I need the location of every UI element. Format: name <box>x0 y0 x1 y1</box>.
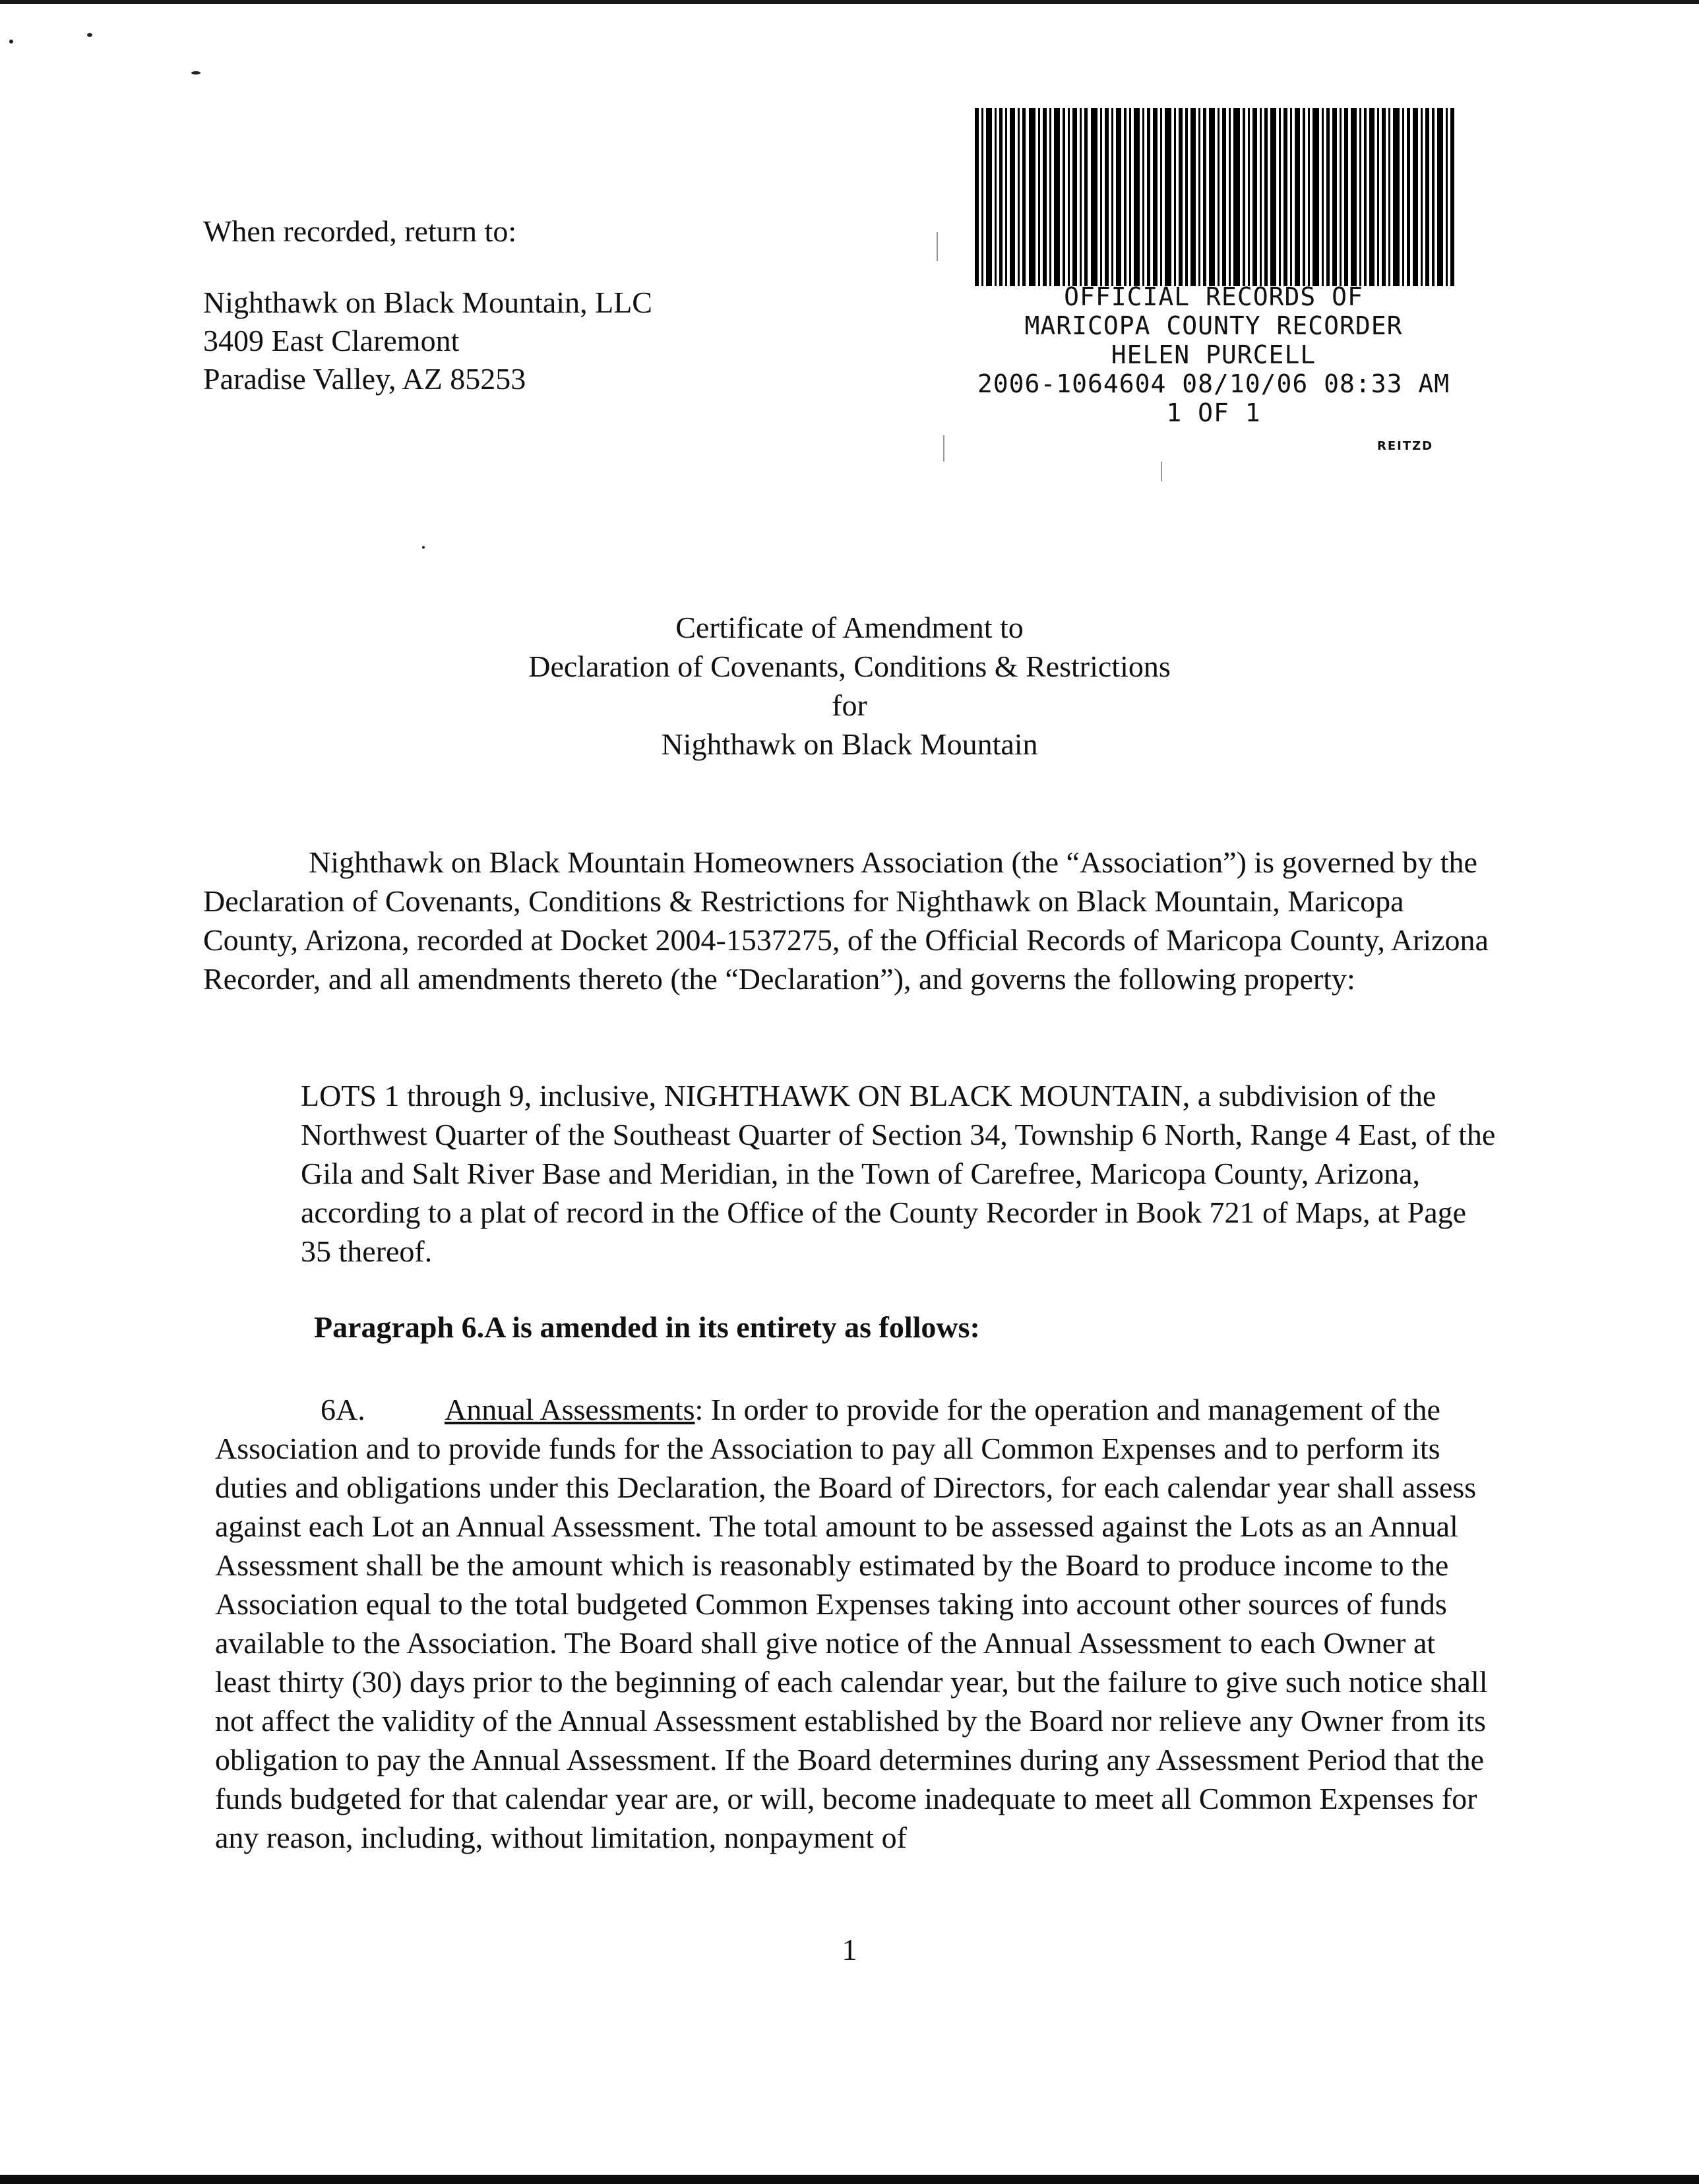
section-number: 6A. <box>321 1393 365 1426</box>
scan-speck <box>9 40 13 44</box>
title-line-4: Nighthawk on Black Mountain <box>661 727 1038 761</box>
section-heading: Annual Assessments <box>445 1393 695 1426</box>
scan-bottom-edge <box>0 2175 1699 2184</box>
scan-speck <box>422 546 425 549</box>
return-street: 3409 East Claremont <box>203 324 460 357</box>
legal-description: LOTS 1 through 9, inclusive, NIGHTHAWK ON BLACK MOUNTAIN, a subdivision of the Northwest Quarter of the Southeast Quarter of Section 34, Township 6 North, Range 4 East, of the Gila and Salt River Base and Meridian, in the Town of Carefree, Maricopa County, Arizona, according to a plat of record in the Office of the County Recorder in Book 721 of Maps, at Page 35 thereof. <box>301 1079 1496 1268</box>
scan-mark <box>1161 462 1162 481</box>
return-heading: When recorded, return to: <box>203 214 517 248</box>
title-line-1: Certificate of Amendment to <box>675 611 1024 644</box>
stamp-line-pages: 1 OF 1 <box>1166 398 1261 427</box>
section-text: : In order to provide for the operation and management of the Association and to provide funds for the Association to pay all Common Expenses and to perform its duties and obligations under this Declaration, the Board of Directors, for each calendar year shall assess against each Lot an Annual Assessment. The total amount to be assessed against the Lots as an Annual Assessment shall be the amount which is reasonably estimated by the Board to produce income to the Association equal to the total budgeted Common Expenses taking into account other sources of funds available to the Association. The Board shall give notice of the Annual Assessment to each Owner at least thirty (30) days prior to the beginning of each calendar year, but the failure to give such notice shall not affect the validity of the Annual Assessment established by the Board nor relieve any Owner from its obligation to pay the Annual Assessment. If the Board determines during any Assessment Period that the funds budgeted for that calendar year are, or will, become inadequate to meet all Common Expenses for any reason, including, without limitation, nonpayment of <box>215 1393 1488 1854</box>
page-number: 1 <box>842 1933 857 1966</box>
stamp-initials: REITZD <box>1377 439 1434 453</box>
stamp-line-name: HELEN PURCELL <box>1111 340 1316 369</box>
return-address-block <box>203 212 652 398</box>
title-line-3: for <box>832 688 867 722</box>
scan-speck <box>191 71 201 75</box>
scan-mark <box>937 232 938 261</box>
scan-speck <box>87 33 92 37</box>
stamp-line-recorder: MARICOPA COUNTY RECORDER <box>1024 311 1403 340</box>
return-company: Nighthawk on Black Mountain, LLC <box>203 286 652 319</box>
title-line-2: Declaration of Covenants, Conditions & Restrictions <box>528 650 1171 683</box>
barcode-image <box>970 100 1458 291</box>
scan-top-edge <box>0 0 1699 4</box>
return-city: Paradise Valley, AZ 85253 <box>203 362 526 396</box>
document-title <box>0 608 1699 764</box>
intro-paragraph <box>203 843 1489 998</box>
section-6a <box>215 1390 1491 1857</box>
scan-mark <box>943 435 944 462</box>
recorder-stamp-text <box>930 282 1497 427</box>
amendment-heading: Paragraph 6.A is amended in its entirety as follows: <box>314 1310 980 1344</box>
stamp-line-docket: 2006-1064604 08/10/06 08:33 AM <box>977 369 1450 398</box>
stamp-line-records: OFFICIAL RECORDS OF <box>1064 282 1363 311</box>
intro-text: Nighthawk on Black Mountain Homeowners Association (the “Association”) is governed by the Declaration of Covenants, Conditions & Restrictions for Nighthawk on Black Mountain, Maricopa County, Arizona, recorded at Docket 2004-1537275, of the Official Records of Maricopa County, Arizona Recorder, and all amendments thereto (the “Declaration”), and governs the following property: <box>203 845 1489 996</box>
